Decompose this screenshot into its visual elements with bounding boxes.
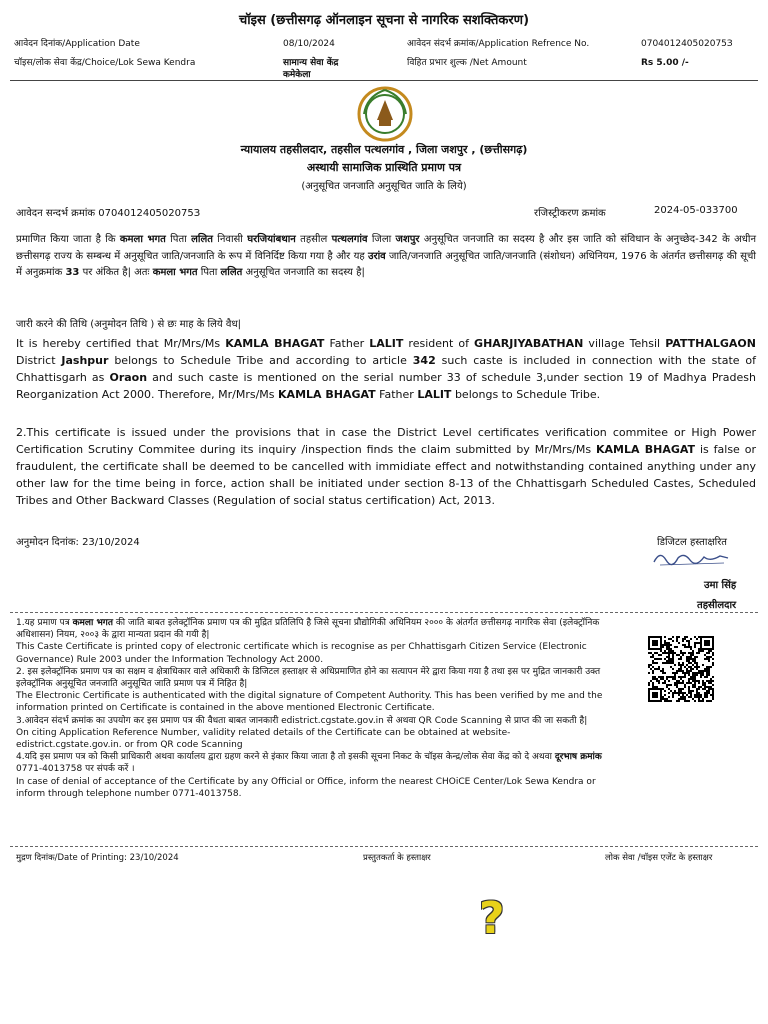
- application-date-label: आवेदन दिनांक/Application Date: [14, 39, 140, 49]
- english-certificate-text: It is hereby certified that Mr/Mrs/Ms KAMLA BHAGAT Father LALIT resident of GHARJIYABATHAN village Tehsil PATTHALGAON District Jashpur belongs to Schedule Tribe and according to article 342 such caste is included in connection with the state of Chhattisgarh as Oraon and such caste is mentioned on the serial number 33 of schedule 3,under section 19 of Madhya Pradesh Reorganization Act 2000. Therefore, Mr/Mrs/Ms KAMLA BHAGAT Father LALIT belongs to Schedule Tribe.: [16, 337, 757, 401]
- officer-name: उमा सिंह: [704, 580, 737, 591]
- net-amount-value: Rs 5.00 /-: [641, 58, 689, 68]
- note-1-hindi: 1.यह प्रमाण पत्र कमला भगत की जाति बाबत इलेक्ट्रॉनिक प्रमाण पत्र की मुद्रित प्रतिलिपि है जिसे सूचना प्रौद्योगिकी अधिनियम २००० के अंतर्गत छत्तीसगढ़ नागरिक सेवा (इलेक्ट्रॉनिक अधिशासन) नियम, २००३ के द्वारा मान्यता प्रदान की गयी है|: [16, 618, 600, 641]
- english-certificate-clause-2: 2.This certificate is issued under the provisions that in case the District Level certificates verification commitee or High Power Certification Scrutiny Commitee during its inquiry /inspection finds the claim submitted by Mr/Mrs/Ms KAMLA BHAGAT is false or fraudulent, the certificate shall be deemed to be cancelled with immidiate effect and notwithstanding contained anything under any other law for the time being in force, action shall be initiated under section 8-13 of the Chhattisgarh Scheduled Castes, Scheduled Tribes and Other Backward Classes (Regulation of social status certification) Act, 2013.: [16, 426, 756, 507]
- note-1-english: This Caste Certificate is printed copy of electronic certificate which is recognise as per Chhattisgarh Citizen Service (Electronic Governance) Rule 2003 under the Information Technology Act 2000.: [16, 642, 587, 665]
- registration-label: रजिस्ट्रीकरण क्रमांक: [534, 208, 606, 219]
- qr-code-icon: [648, 636, 714, 702]
- state-emblem-icon: [355, 86, 415, 142]
- question-mark-icon[interactable]: ?: [479, 893, 505, 944]
- application-ref-value: 070401240502075З: [641, 39, 733, 49]
- digital-signed-label: डिजिटल हस्ताक्षरित: [657, 537, 727, 548]
- officer-title: तहसीलदार: [697, 600, 737, 611]
- application-date-value: 08/10/2024: [283, 39, 335, 49]
- certificate-title: अस्थायी सामाजिक प्रास्थिति प्रमाण पत्र: [306, 161, 462, 174]
- registration-value: 2024-05-033700: [654, 205, 738, 216]
- application-ref-label: आवेदन संदर्भ क्रमांक/Application Refrence No.: [407, 39, 590, 49]
- application-ref-line: आवेदन सन्दर्भ क्रमांक 070401240502075З: [16, 208, 201, 219]
- choice-center-value: सामान्य सेवा केंद्र कमेकेला: [283, 58, 339, 80]
- header-divider: [10, 80, 758, 81]
- approval-date: अनुमोदन दिनांक: 23/10/2024: [16, 537, 140, 548]
- office-heading: न्यायालय तहसीलदार, तहसील पत्थलगांव , जिला जशपुर , (छत्तीसगढ़): [240, 143, 528, 156]
- page-title: चॉइस (छत्तीसगढ़ ऑनलाइन सूचना से नागरिक सशक्तिकरण): [238, 13, 530, 28]
- agent-signature-label: लोक सेवा /चॉइस एजेंट के हस्ताक्षर: [605, 853, 713, 863]
- net-amount-label: विहित प्रभार शुल्क /Net Amount: [407, 58, 527, 68]
- notes-divider-bottom: [10, 846, 758, 847]
- print-date: मुद्रण दिनांक/Date of Printing: 23/10/2024: [16, 853, 179, 863]
- note-3-hindi: 3.आवेदन संदर्भ क्रमांक का उपयोग कर इस प्रमाण पत्र की वैधता बाबत जानकारी edistrict.cgstate.gov.in से अथवा QR Code Scanning से प्राप्त की जा सकती है|: [16, 715, 588, 726]
- note-4-hindi: 4.यदि इस प्रमाण पत्र को किसी प्राधिकारी अथवा कार्यालय द्वारा ग्रहण करने से इंकार किया जाता है तो इसकी सूचना निकट के चॉइस केन्द्र/लोक सेवा केंद्र को दे अथवा दूरभाष क्रमांक 0771-4013758 पर संपर्क करें ।: [16, 752, 602, 775]
- validity-text: जारी करने की तिथि (अनुमोदन तिथि ) से छः माह के लिये वैध|: [16, 319, 241, 330]
- note-4-english: In case of denial of acceptance of the Certificate by any Official or Office, inform the nearest CHOiCE Center/Lok Sewa Kendra or inform through telephone number 0771-4013758.: [16, 776, 596, 799]
- certificate-subtitle: (अनुसूचित जनजाति अनुसूचित जाति के लिये): [301, 181, 467, 192]
- note-3-english: On citing Application Reference Number, validity related details of the Certificate can be obtained at website-edistrict.cgstate.gov.in. or from QR code Scanning: [16, 727, 511, 751]
- note-2-english: The Electronic Certificate is authenticated with the digital signature of Competent Authority. This has been verified by me and the information printed on Certificate is contained in the above mentioned Electronic Certificate.: [16, 691, 603, 714]
- hindi-certificate-text: प्रमाणित किया जाता है कि कमला भगत पिता ललित निवासी घरजियांबथान तहसील पत्थलगांव जिला जशपुर अनुसूचित जनजाति का सदस्य है और इस जाति को संविधान के अनुच्छेद-342 के अधीन छत्तीसगढ़ राज्य के सम्बन्ध में अनुसूचित जाति/जनजाति के रूप में विनिर्दिष्ट किया गया है और यह उरांव जाति/जनजाति अनुसूचित जाति/जनजाति (संशोधन) अधिनियम, 1976 के अंतर्गत छत्तीसगढ़ की सूची में अनुक्रमांक 33 पर अंकित है| अतः कमला भगत पिता ललित अनुसूचित जनजाति का सदस्य है|: [16, 234, 757, 279]
- notes-divider-top: [10, 612, 758, 613]
- note-2-hindi: 2. इस इलेक्ट्रॉनिक प्रमाण पत्र का सक्षम व क्षेत्राधिकार वाले अधिकारी के डिजिटल हस्ताक्षर से अधिप्रमाणित होने का सत्यापन मेरे द्वारा किया गया है तथा इस पर मुद्रित जानकारी उक्त इलेक्ट्रॉनिक अनुसूचित जनजाति अनुसूचित जाति प्रमाण पत्र में निहित है|: [16, 666, 601, 690]
- notes-block: [16, 617, 610, 800]
- presenter-signature-label: प्रस्तुतकर्ता के हस्ताक्षर: [363, 853, 431, 863]
- signature-image: [650, 548, 732, 568]
- choice-center-label: चॉइस/लोक सेवा केंद्र/Choice/Lok Sewa Kendra: [14, 58, 196, 68]
